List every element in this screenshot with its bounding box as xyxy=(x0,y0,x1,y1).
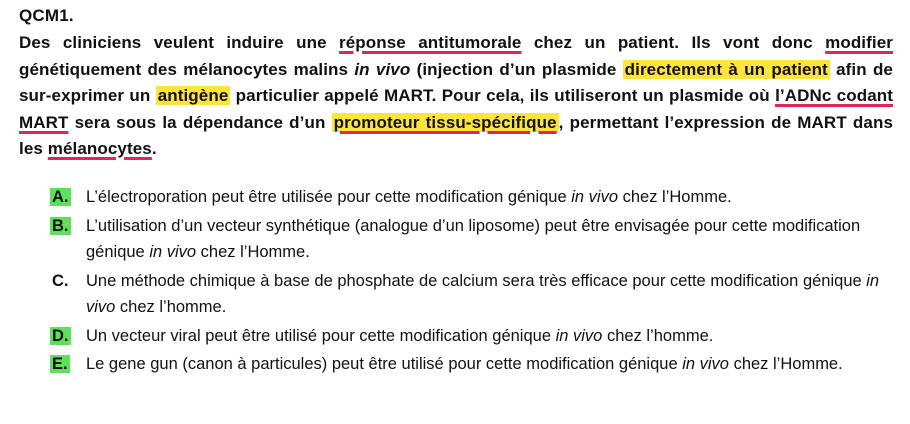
italic-term: in vivo xyxy=(571,188,619,206)
text-segment: Des cliniciens veulent induire une xyxy=(19,33,340,52)
correct-answer-marker: B. xyxy=(52,216,69,235)
option-item xyxy=(50,213,880,266)
text-segment: Un vecteur viral peut être utilisé pour cette modification génique xyxy=(86,326,556,345)
italic-term: in vivo xyxy=(555,326,603,345)
option-letter xyxy=(50,351,76,378)
option-text xyxy=(76,351,880,378)
option-text xyxy=(76,184,880,211)
option-item xyxy=(50,351,880,378)
text-segment: chez l’Homme. xyxy=(729,355,843,373)
text-segment: (injection d’un plasmide xyxy=(410,59,623,79)
text-segment: Le gene gun (canon à particules) peut être utilisé pour cette modification génique xyxy=(86,355,683,373)
option-text xyxy=(76,268,880,321)
text-segment: L’électroporation peut être utilisée pour cette modification génique xyxy=(86,188,572,206)
text-segment: chez un patient. Ils vont donc xyxy=(521,33,826,52)
text-segment: chez l’homme. xyxy=(115,298,227,316)
text-segment: particulier appelé MART. Pour cela, ils utiliseront un plasmide où xyxy=(230,86,776,105)
highlighted-text: antigène xyxy=(157,86,229,105)
text-segment: chez l’Homme. xyxy=(196,243,310,261)
option-letter-label: C. xyxy=(52,271,69,290)
text-segment: L’utilisation d’un vecteur synthétique (analogue d’un liposome) peut être envisagée pour cette modification génique xyxy=(86,216,861,261)
text-segment: . xyxy=(151,139,157,158)
option-letter xyxy=(50,268,76,295)
option-item xyxy=(50,184,880,211)
text-segment: Une méthode chimique à base de phosphate de calcium sera très efficace pour cette modification génique xyxy=(86,271,867,290)
highlighted-text: directement à un patient xyxy=(624,59,828,79)
underlined-text: modifier xyxy=(825,33,893,52)
option-item xyxy=(50,323,880,350)
text-segment: afin de sur-exprimer un xyxy=(19,59,893,105)
option-item xyxy=(50,268,880,321)
text-segment: sera sous la dépendance d’un xyxy=(68,112,332,132)
highlighted-text: promoteur tissu-spécifique xyxy=(333,112,557,132)
option-letter xyxy=(50,323,76,350)
option-text xyxy=(76,213,880,266)
correct-answer-marker: D. xyxy=(52,326,69,345)
option-letter xyxy=(50,213,76,240)
correct-answer-marker: E. xyxy=(52,355,68,373)
underlined-text: l’ADNc codant MART xyxy=(19,86,894,132)
option-letter xyxy=(50,184,76,211)
answer-options xyxy=(50,184,880,380)
italic-term: in vivo xyxy=(149,243,197,261)
italic-term: in vivo xyxy=(86,271,880,316)
question-stem xyxy=(19,30,893,163)
italic-term: in vivo xyxy=(682,355,729,373)
underlined-text: mélanocytes xyxy=(47,139,152,158)
text-segment: , permettant l’expression de MART dans les xyxy=(19,112,894,158)
text-segment: génétiquement des mélanocytes malins xyxy=(19,59,355,79)
option-text xyxy=(76,323,880,350)
italic-term: in vivo xyxy=(354,59,411,79)
question-title: QCM1. xyxy=(19,6,74,25)
underlined-text: réponse antitumorale xyxy=(339,33,522,52)
text-segment: chez l’homme. xyxy=(602,326,714,345)
correct-answer-marker: A. xyxy=(52,188,69,206)
text-segment: chez l’Homme. xyxy=(618,188,732,206)
